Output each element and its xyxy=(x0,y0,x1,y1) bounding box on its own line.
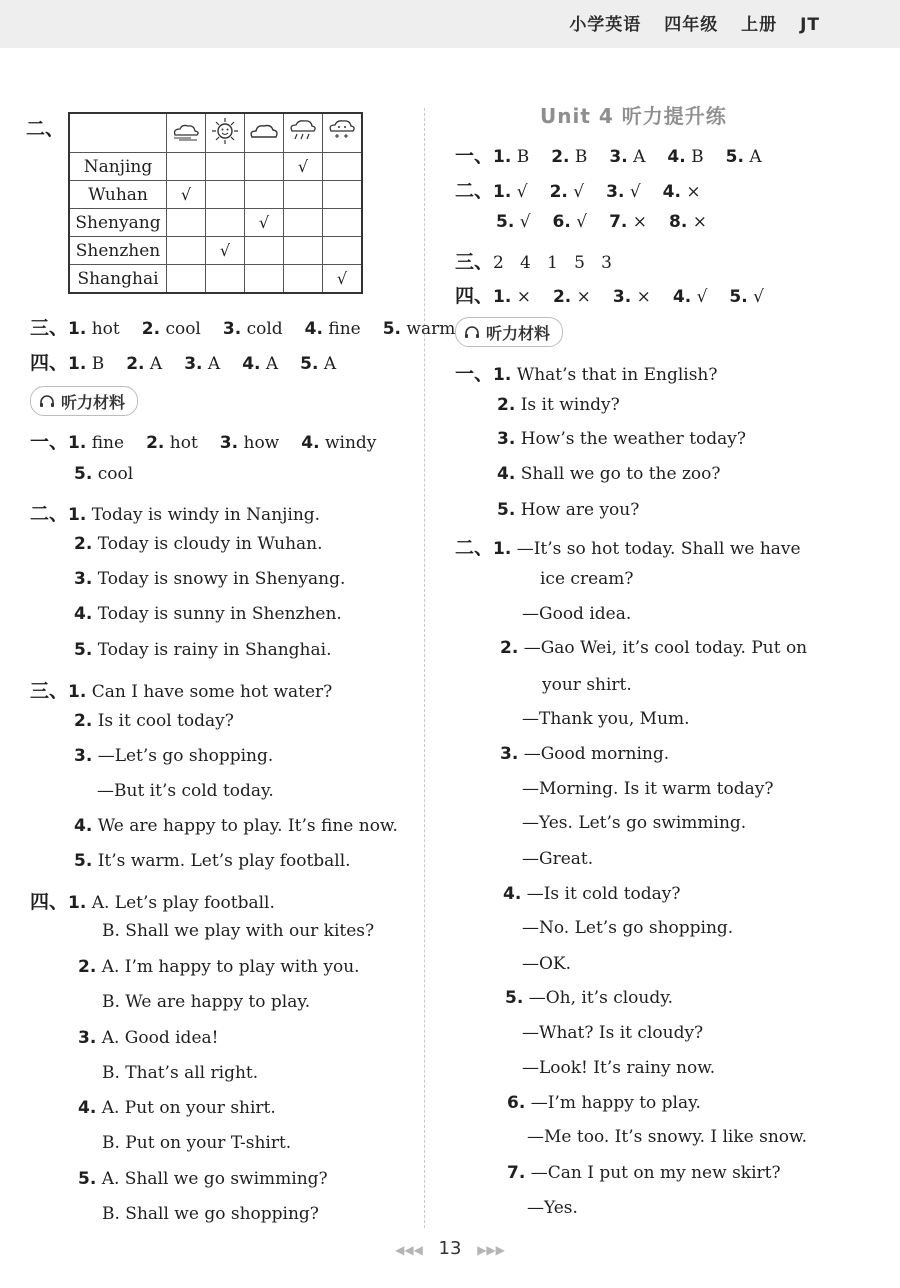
answer: hot xyxy=(169,433,198,453)
r-listening-1-item xyxy=(455,359,717,386)
item-number: 3. xyxy=(500,744,519,764)
option-a: A. Good idea! xyxy=(101,1028,219,1048)
table-corner xyxy=(69,113,167,153)
listening-label: 听力材料 xyxy=(486,323,551,343)
mark-cell xyxy=(206,209,245,237)
section-label: 二、 xyxy=(455,180,494,202)
listening-label: 听力材料 xyxy=(61,392,126,412)
mark-cell xyxy=(206,265,245,294)
dialogue-line: —Is it cold today? xyxy=(526,884,681,904)
item-number: 2. xyxy=(497,395,516,415)
right-answer-row-3 xyxy=(455,247,612,274)
sentence: Is it windy? xyxy=(520,395,620,415)
answer: × xyxy=(686,182,701,202)
r-listening-1-item xyxy=(497,395,620,415)
section-label: 四、 xyxy=(30,352,69,374)
dialogue-line: —OK. xyxy=(522,954,572,974)
option-b: B. Shall we play with our kites? xyxy=(102,921,375,941)
item-number: 1. xyxy=(68,682,87,702)
table-row xyxy=(69,209,362,237)
cloudy-icon xyxy=(245,113,284,153)
item-number: 2. xyxy=(552,287,572,307)
mark-cell xyxy=(284,181,323,209)
weather-table xyxy=(68,112,363,294)
answer: B xyxy=(516,147,530,167)
answer: warm xyxy=(406,319,456,339)
column-divider xyxy=(424,108,425,1228)
mark-cell xyxy=(284,237,323,265)
answer: A xyxy=(207,354,221,374)
dialogue-line: —I’m happy to play. xyxy=(530,1093,701,1113)
sentence: Shall we go to the zoo? xyxy=(520,464,721,484)
headphones-icon xyxy=(39,394,55,408)
cloudy-windy-icon xyxy=(167,113,206,153)
answer: √ xyxy=(629,182,641,202)
dialogue-line: —Morning. Is it warm today? xyxy=(522,779,774,799)
item-number: 6. xyxy=(552,212,571,232)
city-cell: Shenyang xyxy=(69,209,167,237)
listening-material-badge xyxy=(30,386,138,416)
sentence: How are you? xyxy=(520,500,640,520)
sunny-icon xyxy=(206,113,245,153)
listening-material-badge xyxy=(455,317,563,347)
mark-cell: √ xyxy=(284,153,323,181)
sentence: Is it cool today? xyxy=(97,711,234,731)
sentence: Can I have some hot water? xyxy=(91,682,333,702)
item-number: 3. xyxy=(78,1028,97,1048)
listening-4-item xyxy=(78,1028,218,1048)
answer: × xyxy=(636,287,651,307)
option-b: B. Shall we go shopping? xyxy=(102,1204,319,1224)
mark-cell xyxy=(206,153,245,181)
mark-cell xyxy=(323,153,363,181)
right-answer-row-4 xyxy=(455,281,764,308)
listening-1-row1 xyxy=(30,427,376,454)
listening-4-item xyxy=(30,887,275,914)
answer: cool xyxy=(97,464,134,484)
item-number: 5. xyxy=(497,500,516,520)
answer: how xyxy=(243,433,280,453)
sentence: It’s warm. Let’s play football. xyxy=(97,851,351,871)
dialogue-line: —Gao Wei, it’s cool today. Put on xyxy=(523,638,808,658)
answer: √ xyxy=(519,212,531,232)
header-edition: JT xyxy=(800,15,820,35)
answer: fine xyxy=(328,319,361,339)
mark-cell xyxy=(245,237,284,265)
r-listening-1-item xyxy=(497,500,639,520)
dialogue-line: ice cream? xyxy=(540,569,634,589)
listening-3-item xyxy=(74,711,234,731)
city-cell: Nanjing xyxy=(69,153,167,181)
item-number: 4. xyxy=(662,182,681,202)
option-a: A. Put on your shirt. xyxy=(101,1098,276,1118)
table-row xyxy=(69,181,362,209)
item-number: 2. xyxy=(500,638,519,658)
answer: √ xyxy=(696,287,708,307)
sentence: Today is cloudy in Wuhan. xyxy=(97,534,323,554)
headphones-icon xyxy=(464,325,480,339)
option-a: A. Shall we go swimming? xyxy=(101,1169,328,1189)
right-answer-row-2b xyxy=(496,212,707,232)
listening-4-item xyxy=(78,957,360,977)
section-2-label: 二、 xyxy=(26,118,65,140)
item-number: 5. xyxy=(505,988,524,1008)
item-number: 1. xyxy=(493,539,512,559)
dialogue-3 xyxy=(500,744,669,764)
dialogue-line: —It’s so hot today. Shall we have xyxy=(516,539,801,559)
listening-3-line: —But it’s cold today. xyxy=(97,781,274,801)
listening-4-item xyxy=(78,1098,276,1118)
dialogue-line: —No. Let’s go shopping. xyxy=(522,918,734,938)
sentence: Today is snowy in Shenyang. xyxy=(97,569,346,589)
header-subject: 小学英语 xyxy=(569,15,642,35)
item-number: 1. xyxy=(68,354,87,374)
item-number: 3. xyxy=(74,569,93,589)
item-number: 3. xyxy=(222,319,242,339)
dialogue-1 xyxy=(455,533,801,560)
listening-2-item xyxy=(74,534,323,554)
item-number: 3. xyxy=(606,182,625,202)
option-b: B. We are happy to play. xyxy=(102,992,311,1012)
dialogue-line: —Yes. Let’s go swimming. xyxy=(522,813,747,833)
sentence: Today is windy in Nanjing. xyxy=(91,505,321,525)
item-number: 5. xyxy=(725,147,744,167)
item-number: 4. xyxy=(242,354,261,374)
dialogue-line: —Thank you, Mum. xyxy=(522,709,690,729)
item-number: 5. xyxy=(300,354,319,374)
item-number: 7. xyxy=(507,1163,526,1183)
answer: windy xyxy=(324,433,377,453)
item-number: 3. xyxy=(184,354,203,374)
item-number: 4. xyxy=(672,287,692,307)
section-label: 四、 xyxy=(455,285,494,307)
mark-cell: √ xyxy=(323,265,363,294)
answer: A xyxy=(749,147,762,167)
r-listening-1-item xyxy=(497,464,721,484)
item-number: 1. xyxy=(493,287,512,307)
item-number: 1. xyxy=(68,319,87,339)
answer: hot xyxy=(91,319,120,339)
answer: cool xyxy=(165,319,201,339)
dialogue-7 xyxy=(507,1163,781,1183)
item-number: 3. xyxy=(497,429,516,449)
dialogue-4 xyxy=(503,884,681,904)
listening-2-item xyxy=(30,499,320,526)
item-number: 2. xyxy=(141,319,161,339)
answer: × xyxy=(632,212,648,232)
item-number: 4. xyxy=(503,884,522,904)
item-number: 2. xyxy=(146,433,165,453)
table-row xyxy=(69,265,362,294)
listening-3-item xyxy=(74,851,351,871)
page-number: 13 xyxy=(438,1238,462,1259)
section-label: 一、 xyxy=(455,363,494,385)
item-number: 6. xyxy=(507,1093,526,1113)
answer: √ xyxy=(516,182,528,202)
option-b: B. Put on your T-shirt. xyxy=(102,1133,292,1153)
item-number: 3. xyxy=(219,433,239,453)
section-label: 一、 xyxy=(455,145,494,167)
option-b: B. That’s all right. xyxy=(102,1063,259,1083)
unit-title: Unit 4 听力提升练 xyxy=(540,104,727,128)
listening-3-item xyxy=(74,746,273,766)
dialogue-line: —Yes. xyxy=(527,1198,578,1218)
right-answer-row-2a xyxy=(455,176,701,203)
header-grade: 四年级 xyxy=(664,15,719,35)
sentence: Today is rainy in Shanghai. xyxy=(97,640,332,660)
mark-cell xyxy=(323,209,363,237)
mark-cell xyxy=(206,181,245,209)
section-label: 二、 xyxy=(30,503,69,525)
dialogue-line: —Good morning. xyxy=(523,744,670,764)
item-number: 2. xyxy=(551,147,570,167)
listening-3-item xyxy=(30,676,332,703)
header-volume: 上册 xyxy=(741,15,778,35)
dialogue-2 xyxy=(500,638,807,658)
city-cell: Wuhan xyxy=(69,181,167,209)
mark-cell xyxy=(245,265,284,294)
dialogue-5 xyxy=(505,988,673,1008)
listening-4-item xyxy=(78,1169,328,1189)
item-number: 5. xyxy=(729,287,748,307)
answer: √ xyxy=(576,212,588,232)
item-number: 4. xyxy=(497,464,516,484)
order-sequence: 2 4 1 5 3 xyxy=(493,253,612,273)
item-number: 2. xyxy=(74,534,93,554)
section-label: 三、 xyxy=(30,317,69,339)
item-number: 1. xyxy=(493,147,512,167)
option-a: A. I’m happy to play with you. xyxy=(101,957,360,977)
item-number: 3. xyxy=(74,746,93,766)
answer: × xyxy=(692,212,707,232)
item-number: 4. xyxy=(304,319,323,339)
item-number: 5. xyxy=(78,1169,97,1189)
mark-cell xyxy=(245,153,284,181)
item-number: 4. xyxy=(74,816,93,836)
r-listening-1-item xyxy=(497,429,746,449)
dialogue-line: —Great. xyxy=(522,849,594,869)
item-number: 1. xyxy=(68,433,87,453)
header-bar xyxy=(0,0,900,48)
item-number: 2. xyxy=(74,711,93,731)
item-number: 8. xyxy=(669,212,688,232)
answer: A xyxy=(265,354,279,374)
item-number: 4. xyxy=(667,147,686,167)
item-number: 2. xyxy=(126,354,145,374)
item-number: 4. xyxy=(74,604,93,624)
answer-row-3 xyxy=(30,313,455,340)
mark-cell xyxy=(323,237,363,265)
mark-cell xyxy=(167,265,206,294)
section-label: 一、 xyxy=(30,431,69,453)
header-text xyxy=(553,10,820,35)
city-cell: Shenzhen xyxy=(69,237,167,265)
item-number: 1. xyxy=(493,182,512,202)
mark-cell xyxy=(284,265,323,294)
table-row xyxy=(69,237,362,265)
mark-cell xyxy=(323,181,363,209)
listening-2-item xyxy=(74,604,342,624)
right-answer-row-1 xyxy=(455,141,762,168)
answer: A xyxy=(323,354,337,374)
mark-cell xyxy=(167,153,206,181)
listening-1-row2 xyxy=(74,464,133,484)
dialogue-line: —Can I put on my new skirt? xyxy=(530,1163,781,1183)
item-number: 2. xyxy=(549,182,568,202)
listening-2-item xyxy=(74,569,345,589)
dialogue-line: —Me too. It’s snowy. I like snow. xyxy=(527,1127,807,1147)
sentence: What’s that in English? xyxy=(516,365,718,385)
item-number: 1. xyxy=(68,505,87,525)
mark-cell xyxy=(167,209,206,237)
mark-cell xyxy=(167,237,206,265)
item-number: 1. xyxy=(493,365,512,385)
answer: × xyxy=(576,287,591,307)
sentence: Today is sunny in Shenzhen. xyxy=(97,604,342,624)
item-number: 3. xyxy=(609,147,628,167)
mark-cell xyxy=(245,181,284,209)
item-number: 4. xyxy=(301,433,320,453)
mark-cell: √ xyxy=(167,181,206,209)
answer-row-4 xyxy=(30,348,336,375)
mark-cell xyxy=(284,209,323,237)
listening-2-item xyxy=(74,640,331,660)
section-label: 四、 xyxy=(30,891,69,913)
answer: B xyxy=(91,354,105,374)
section-label: 三、 xyxy=(30,680,69,702)
sentence: We are happy to play. It’s fine now. xyxy=(97,816,398,836)
item-number: 5. xyxy=(74,640,93,660)
prev-arrows-icon: ◀◀◀ xyxy=(395,1243,423,1257)
dialogue-6 xyxy=(507,1093,701,1113)
mark-cell: √ xyxy=(245,209,284,237)
sentence: —Let’s go shopping. xyxy=(97,746,274,766)
answer: √ xyxy=(573,182,585,202)
listening-3-item xyxy=(74,816,398,836)
answer: A xyxy=(149,354,163,374)
rainy-icon xyxy=(284,113,323,153)
answer: B xyxy=(691,147,704,167)
dialogue-line: —Look! It’s rainy now. xyxy=(522,1058,716,1078)
page-footer xyxy=(0,1238,900,1259)
section-label: 三、 xyxy=(455,251,494,273)
dialogue-line: your shirt. xyxy=(542,675,632,695)
item-number: 2. xyxy=(78,957,97,977)
table-row xyxy=(69,153,362,181)
city-cell: Shanghai xyxy=(69,265,167,294)
item-number: 1. xyxy=(68,893,87,913)
item-number: 5. xyxy=(74,464,93,484)
option-a: A. Let’s play football. xyxy=(91,893,275,913)
mark-cell: √ xyxy=(206,237,245,265)
answer: √ xyxy=(753,287,764,307)
item-number: 3. xyxy=(612,287,632,307)
answer: × xyxy=(516,287,531,307)
dialogue-line: —Oh, it’s cloudy. xyxy=(528,988,673,1008)
snowy-icon xyxy=(323,113,363,153)
answer: cold xyxy=(246,319,283,339)
next-arrows-icon: ▶▶▶ xyxy=(477,1243,505,1257)
dialogue-line: —What? Is it cloudy? xyxy=(522,1023,704,1043)
answer: A xyxy=(633,147,646,167)
item-number: 5. xyxy=(74,851,93,871)
section-label: 二、 xyxy=(455,537,494,559)
item-number: 5. xyxy=(496,212,515,232)
item-number: 4. xyxy=(78,1098,97,1118)
sentence: How’s the weather today? xyxy=(520,429,747,449)
answer: fine xyxy=(91,433,125,453)
dialogue-line: —Good idea. xyxy=(522,604,632,624)
answer: B xyxy=(574,147,588,167)
item-number: 5. xyxy=(382,319,402,339)
item-number: 7. xyxy=(609,212,628,232)
